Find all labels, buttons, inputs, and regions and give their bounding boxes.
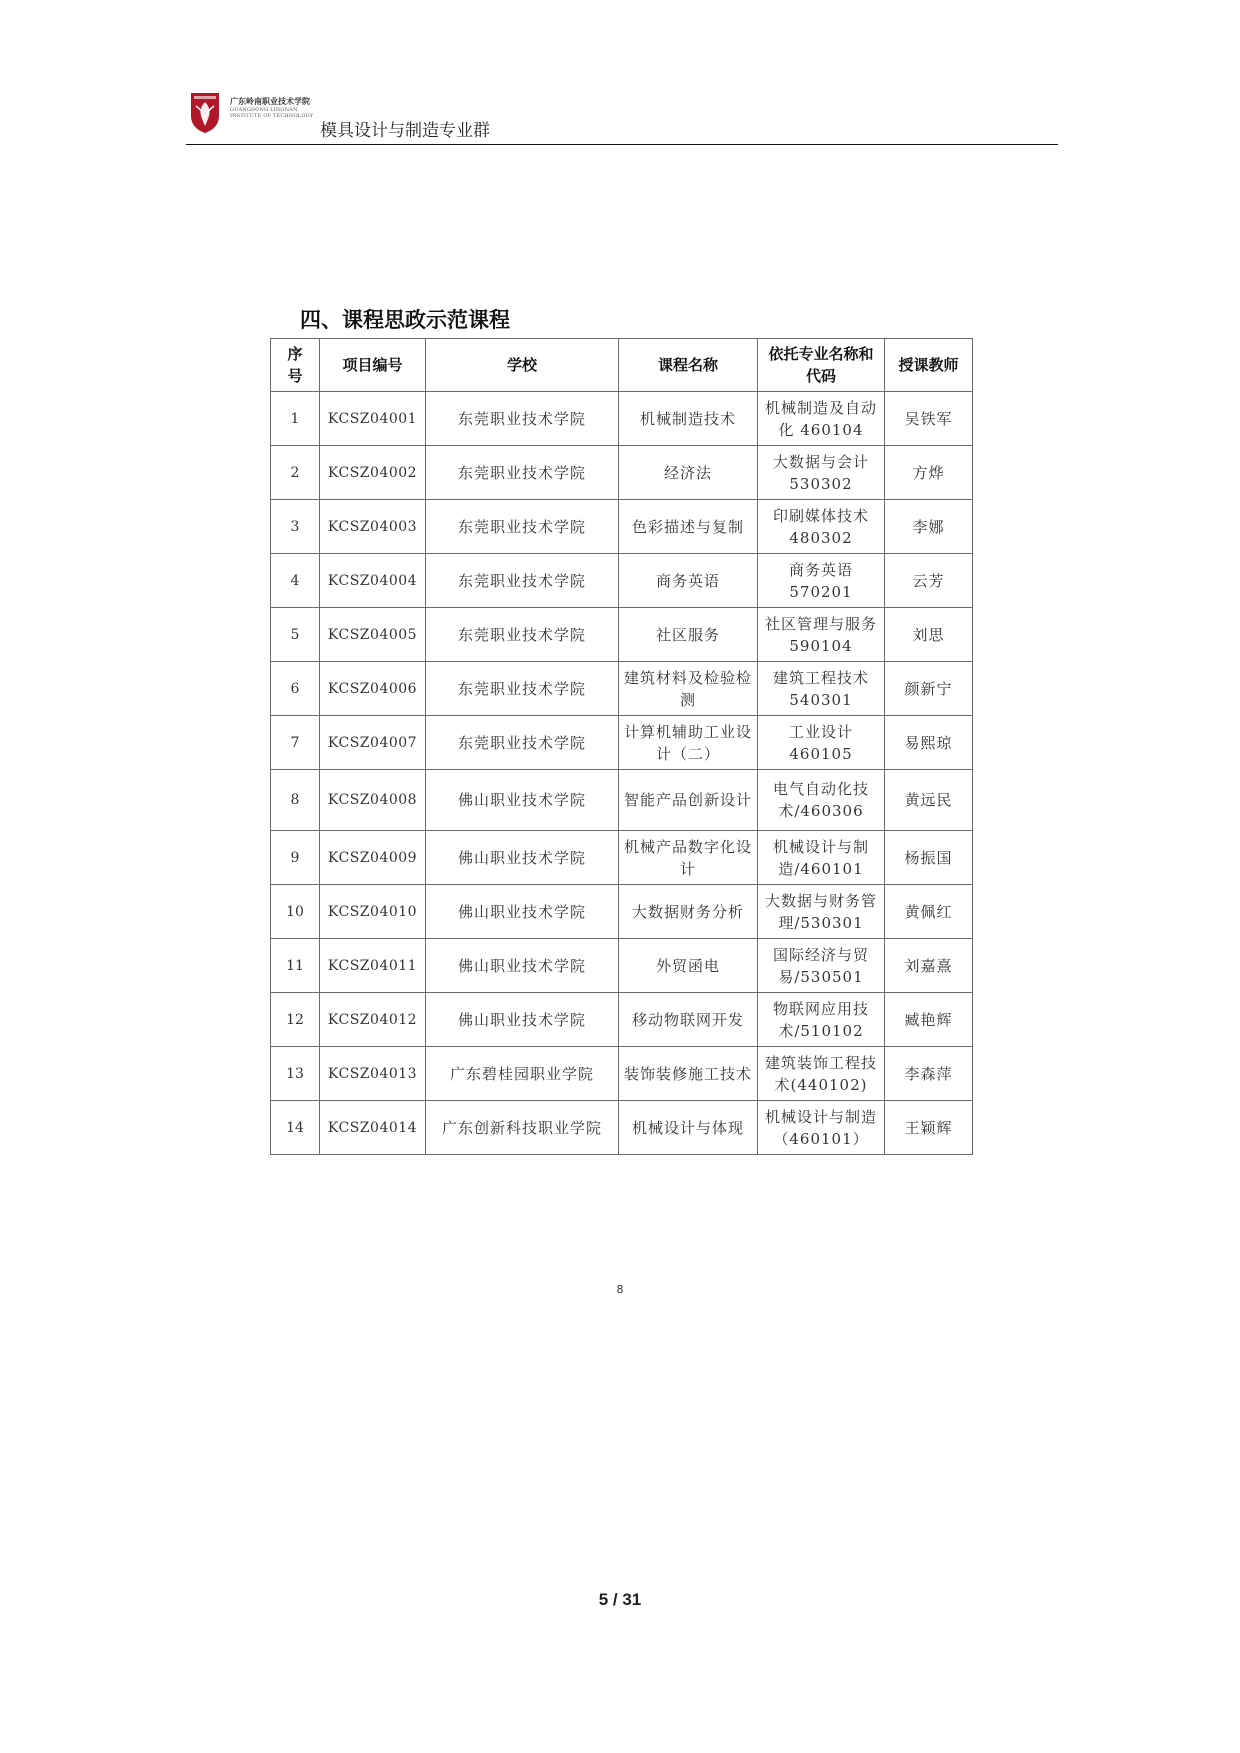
cell-major: 物联网应用技术/510102 bbox=[758, 993, 885, 1047]
cell-seq: 3 bbox=[271, 500, 320, 554]
cell-teacher: 杨振国 bbox=[885, 831, 973, 885]
cell-major: 商务英语 570201 bbox=[758, 554, 885, 608]
table-row bbox=[271, 500, 973, 554]
header-school: 学校 bbox=[426, 339, 619, 392]
cell-teacher: 王颖辉 bbox=[885, 1101, 973, 1155]
cell-code: KCSZ04010 bbox=[320, 885, 426, 939]
cell-seq: 4 bbox=[271, 554, 320, 608]
cell-school: 佛山职业技术学院 bbox=[426, 770, 619, 831]
cell-school: 东莞职业技术学院 bbox=[426, 662, 619, 716]
cell-seq: 8 bbox=[271, 770, 320, 831]
cell-school: 广东创新科技职业学院 bbox=[426, 1101, 619, 1155]
cell-code: KCSZ04005 bbox=[320, 608, 426, 662]
cell-teacher: 李森萍 bbox=[885, 1047, 973, 1101]
table-row bbox=[271, 939, 973, 993]
cell-teacher: 黄佩红 bbox=[885, 885, 973, 939]
cell-seq: 13 bbox=[271, 1047, 320, 1101]
cell-teacher: 李娜 bbox=[885, 500, 973, 554]
cell-seq: 7 bbox=[271, 716, 320, 770]
cell-code: KCSZ04012 bbox=[320, 993, 426, 1047]
cell-seq: 5 bbox=[271, 608, 320, 662]
group-title: 模具设计与制造专业群 bbox=[320, 121, 490, 141]
school-name-en bbox=[230, 107, 313, 119]
cell-seq: 2 bbox=[271, 446, 320, 500]
cell-code: KCSZ04007 bbox=[320, 716, 426, 770]
cell-school: 东莞职业技术学院 bbox=[426, 554, 619, 608]
cell-course: 移动物联网开发 bbox=[619, 993, 758, 1047]
cell-school: 东莞职业技术学院 bbox=[426, 392, 619, 446]
cell-course: 经济法 bbox=[619, 446, 758, 500]
cell-code: KCSZ04008 bbox=[320, 770, 426, 831]
header-teacher: 授课教师 bbox=[885, 339, 973, 392]
cell-teacher: 方烨 bbox=[885, 446, 973, 500]
header-code: 项目编号 bbox=[320, 339, 426, 392]
cell-major: 建筑工程技术 540301 bbox=[758, 662, 885, 716]
cell-seq: 6 bbox=[271, 662, 320, 716]
table-row bbox=[271, 662, 973, 716]
cell-code: KCSZ04006 bbox=[320, 662, 426, 716]
cell-code: KCSZ04011 bbox=[320, 939, 426, 993]
cell-code: KCSZ04003 bbox=[320, 500, 426, 554]
table-body bbox=[271, 392, 973, 1155]
cell-school: 佛山职业技术学院 bbox=[426, 993, 619, 1047]
cell-course: 大数据财务分析 bbox=[619, 885, 758, 939]
page-header bbox=[186, 92, 1058, 145]
table-row bbox=[271, 993, 973, 1047]
table-row bbox=[271, 831, 973, 885]
cell-code: KCSZ04009 bbox=[320, 831, 426, 885]
cell-major: 电气自动化技术/460306 bbox=[758, 770, 885, 831]
cell-seq: 9 bbox=[271, 831, 320, 885]
cell-major: 社区管理与服务 590104 bbox=[758, 608, 885, 662]
header-seq: 序号 bbox=[271, 339, 320, 392]
school-name-en-line2: INSTITUTE OF TECHNOLOGY bbox=[230, 113, 314, 119]
cell-teacher: 臧艳辉 bbox=[885, 993, 973, 1047]
school-name-en-line1: GUANGDONG LINGNAN bbox=[230, 107, 298, 113]
cell-school: 佛山职业技术学院 bbox=[426, 831, 619, 885]
cell-seq: 11 bbox=[271, 939, 320, 993]
cell-teacher: 易熙琼 bbox=[885, 716, 973, 770]
cell-teacher: 刘思 bbox=[885, 608, 973, 662]
cell-major: 机械设计与制造/460101 bbox=[758, 831, 885, 885]
cell-code: KCSZ04002 bbox=[320, 446, 426, 500]
cell-major: 机械制造及自动化 460104 bbox=[758, 392, 885, 446]
header-course: 课程名称 bbox=[619, 339, 758, 392]
cell-teacher: 刘嘉熹 bbox=[885, 939, 973, 993]
cell-seq: 12 bbox=[271, 993, 320, 1047]
header-major: 依托专业名称和代码 bbox=[758, 339, 885, 392]
cell-major: 印刷媒体技术 480302 bbox=[758, 500, 885, 554]
inner-page-number: 8 bbox=[616, 1283, 624, 1296]
cell-school: 东莞职业技术学院 bbox=[426, 446, 619, 500]
section-title: 四、课程思政示范课程 bbox=[300, 308, 510, 332]
page-indicator: 5 / 31 bbox=[598, 1590, 642, 1609]
cell-course: 计算机辅助工业设计（二） bbox=[619, 716, 758, 770]
cell-teacher: 云芳 bbox=[885, 554, 973, 608]
cell-code: KCSZ04014 bbox=[320, 1101, 426, 1155]
cell-major: 大数据与会计 530302 bbox=[758, 446, 885, 500]
cell-course: 社区服务 bbox=[619, 608, 758, 662]
cell-code: KCSZ04004 bbox=[320, 554, 426, 608]
cell-course: 智能产品创新设计 bbox=[619, 770, 758, 831]
table-row bbox=[271, 1101, 973, 1155]
cell-school: 东莞职业技术学院 bbox=[426, 608, 619, 662]
cell-course: 商务英语 bbox=[619, 554, 758, 608]
cell-seq: 10 bbox=[271, 885, 320, 939]
cell-teacher: 吴铁军 bbox=[885, 392, 973, 446]
table-row bbox=[271, 770, 973, 831]
cell-school: 广东碧桂园职业学院 bbox=[426, 1047, 619, 1101]
cell-major: 大数据与财务管理/530301 bbox=[758, 885, 885, 939]
table-row bbox=[271, 1047, 973, 1101]
cell-teacher: 颜新宁 bbox=[885, 662, 973, 716]
cell-major: 国际经济与贸易/530501 bbox=[758, 939, 885, 993]
table-row bbox=[271, 446, 973, 500]
table-row bbox=[271, 608, 973, 662]
table-row bbox=[271, 554, 973, 608]
cell-course: 外贸函电 bbox=[619, 939, 758, 993]
cell-school: 佛山职业技术学院 bbox=[426, 939, 619, 993]
cell-school: 东莞职业技术学院 bbox=[426, 716, 619, 770]
courses-table bbox=[270, 338, 973, 1155]
cell-school: 佛山职业技术学院 bbox=[426, 885, 619, 939]
cell-school: 东莞职业技术学院 bbox=[426, 500, 619, 554]
table-row bbox=[271, 885, 973, 939]
cell-course: 机械产品数字化设计 bbox=[619, 831, 758, 885]
cell-course: 色彩描述与复制 bbox=[619, 500, 758, 554]
cell-code: KCSZ04013 bbox=[320, 1047, 426, 1101]
cell-major: 建筑装饰工程技术(440102) bbox=[758, 1047, 885, 1101]
table-row bbox=[271, 392, 973, 446]
cell-major: 机械设计与制造（460101） bbox=[758, 1101, 885, 1155]
cell-course: 机械设计与体现 bbox=[619, 1101, 758, 1155]
cell-teacher: 黄远民 bbox=[885, 770, 973, 831]
cell-seq: 14 bbox=[271, 1101, 320, 1155]
cell-course: 建筑材料及检验检测 bbox=[619, 662, 758, 716]
cell-course: 装饰装修施工技术 bbox=[619, 1047, 758, 1101]
cell-course: 机械制造技术 bbox=[619, 392, 758, 446]
school-name-cn: 广东岭南职业技术学院 bbox=[230, 97, 310, 106]
table-row bbox=[271, 716, 973, 770]
cell-code: KCSZ04001 bbox=[320, 392, 426, 446]
cell-seq: 1 bbox=[271, 392, 320, 446]
cell-major: 工业设计 460105 bbox=[758, 716, 885, 770]
school-logo-icon bbox=[190, 92, 220, 134]
table-header-row bbox=[271, 339, 973, 392]
